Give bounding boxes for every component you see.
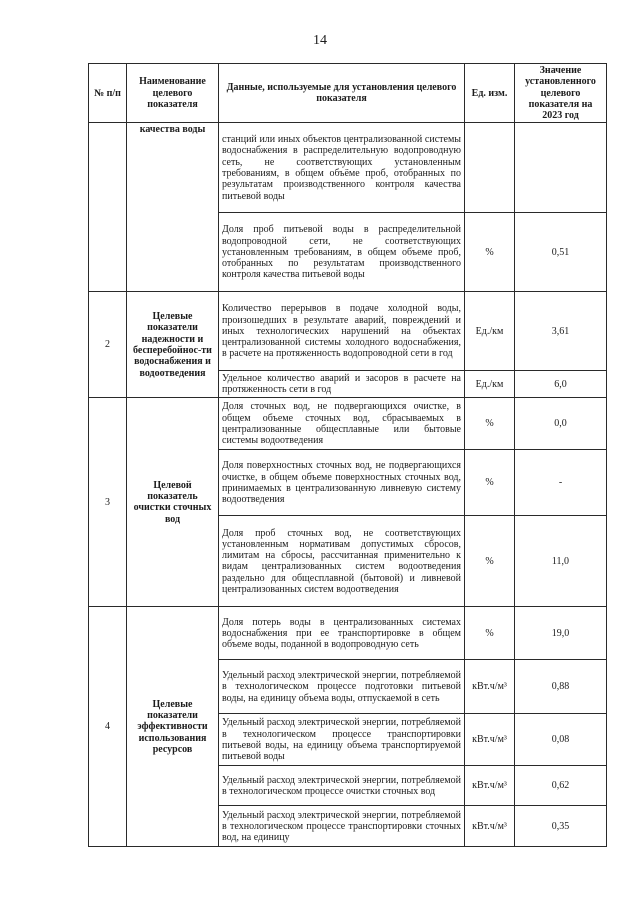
page-number: 14 [313, 33, 327, 48]
row-unit: кВт.ч/м³ [465, 660, 515, 714]
section-name: Целевой показатель очистки сточных вод [127, 398, 219, 607]
row-unit: кВт.ч/м³ [465, 806, 515, 847]
section-name: Целевые показатели надежности и бесперебойнос-ти водоснабжения и водоотведения [127, 292, 219, 398]
row-value: 0,35 [515, 806, 607, 847]
row-data: Доля сточных вод, не подвергающихся очистке, в общем объеме сточных вод, сбрасываемых в централизованные общесплавные или бытовые системы водоотведения [219, 398, 465, 450]
row-data: Количество перерывов в подаче холодной воды, произошедших в результате аварий, повреждений и иных технологических нарушений на объектах централизованной системы холодного водоснабжения, в расчете на протяженность водопроводной сети в год [219, 292, 465, 371]
row-value: 11,0 [515, 516, 607, 607]
table-row [89, 292, 607, 371]
table-row [89, 123, 607, 213]
header-unit: Ед. изм. [465, 64, 515, 123]
row-unit [465, 123, 515, 213]
row-data: Удельный расход электрической энергии, потребляемой в технологическом процессе подготовки питьевой воды, на единицу объема воды, отпускаемой в сеть [219, 660, 465, 714]
row-value: 0,0 [515, 398, 607, 450]
row-unit: % [465, 516, 515, 607]
section-name: Целевые показатели эффективности использования ресурсов [127, 607, 219, 847]
row-unit: кВт.ч/м³ [465, 766, 515, 806]
header-data: Данные, используемые для установления целевого показателя [219, 64, 465, 123]
table-row [89, 398, 607, 450]
header-row [89, 64, 607, 123]
section-number: 2 [89, 292, 127, 398]
row-value: 0,62 [515, 766, 607, 806]
row-value: - [515, 450, 607, 516]
row-data: Доля проб питьевой воды в распределительной водопроводной сети, не соответствующих установленным требованиям, в общем объеме проб, отобранных по результатам производственного контроля качества питьевой воды [219, 213, 465, 292]
row-data: Удельный расход электрической энергии, потребляемой в технологическом процессе транспортировки питьевой воды, на единицу объема транспортируемой питьевой воды [219, 714, 465, 766]
section-number: 4 [89, 607, 127, 847]
row-data: Доля проб сточных вод, не соответствующих установленным нормативам допустимых сбросов, лимитам на сбросы, рассчитанная применительно к видам централизованных систем водоотведения раздельно для общесплавной (бытовой) и ливневой централизованных систем водоотведения [219, 516, 465, 607]
row-value: 3,61 [515, 292, 607, 371]
row-value: 0,88 [515, 660, 607, 714]
row-unit: Ед./км [465, 292, 515, 371]
row-unit: кВт.ч/м³ [465, 714, 515, 766]
row-data: Удельный расход электрической энергии, потребляемой в технологическом процессе транспортировки сточных вод, на единицу [219, 806, 465, 847]
row-value: 0,51 [515, 213, 607, 292]
row-value: 19,0 [515, 607, 607, 660]
target-indicators-table [88, 63, 607, 847]
row-data: Доля потерь воды в централизованных системах водоснабжения при ее транспортировке в общем объеме воды, поданной в водопроводную сеть [219, 607, 465, 660]
row-data: Удельный расход электрической энергии, потребляемой в технологическом процессе очистки сточных вод [219, 766, 465, 806]
row-value [515, 123, 607, 213]
table-row [89, 607, 607, 660]
row-data: Удельное количество аварий и засоров в расчете на протяженность сети в год [219, 371, 465, 398]
row-value: 0,08 [515, 714, 607, 766]
row-data: станций или иных объектов централизованной системы водоснабжения в распределительную водопроводную сеть, не соответствующих установленным требованиям, в общем объёме проб, отобранных по результатам производственного контроля качества питьевой воды [219, 123, 465, 213]
row-unit: % [465, 398, 515, 450]
section-number: 3 [89, 398, 127, 607]
row-unit: % [465, 607, 515, 660]
row-unit: % [465, 213, 515, 292]
header-name: Наименование целевого показателя [127, 64, 219, 123]
row-value: 6,0 [515, 371, 607, 398]
section-number [89, 123, 127, 292]
header-value: Значение установленного целевого показателя на 2023 год [515, 64, 607, 123]
row-data: Доля поверхностных сточных вод, не подвергающихся очистке, в общем объеме поверхностных сточных вод, принимаемых в централизованную ливневую систему водоотведения [219, 450, 465, 516]
section-name: качества воды [127, 123, 219, 292]
row-unit: Ед./км [465, 371, 515, 398]
row-unit: % [465, 450, 515, 516]
header-num: № п/п [89, 64, 127, 123]
